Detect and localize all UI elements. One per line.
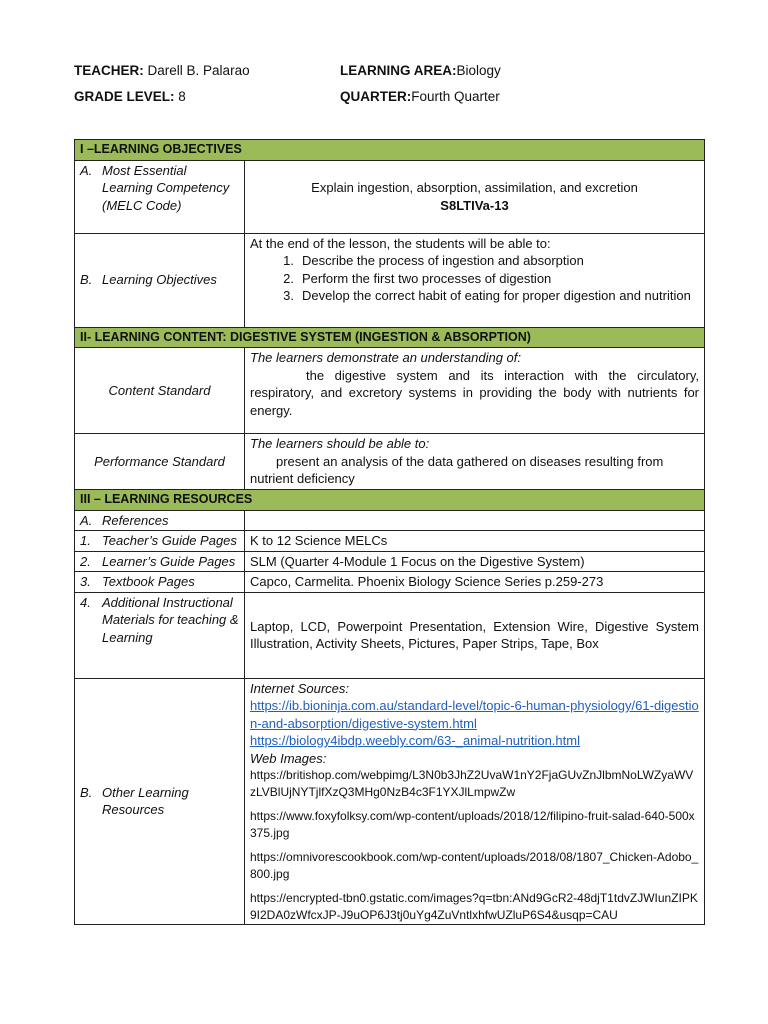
content-standard-row	[75, 348, 705, 434]
additional-materials-label: Additional Instructional Materials for teaching & Learning	[102, 594, 239, 645]
objectives-intro: At the end of the lesson, the students will be able to:	[250, 235, 551, 251]
learning-area-line: LEARNING AREA:Biology	[340, 63, 501, 78]
other-resources-row: B. Other Learning Resources Internet Sources: https://ib.bioninja.com.au/standard-level/topic-6-human-physiology/61-digestion-and-absorption/digestive-system.html https://biology4ibdp.weebly.com/63-_animal-nutrition.html Web Images: https://britishop.com/webpimg/L3N0b3JhZ2UvaW1nY2FjaGUvZnJlbmNoLWZyaWVzLVBlUjNYTjlfXzQ3MHg0NzB4c3F1YXJlLmpwZw https://www.foxyfolksy.com/wp-content/uploads/2018/12/filipino-fruit-salad-640-500x375.jpg https://omnivorescookbook.com/wp-content/uploads/2018/08/1807_Chicken-Adobo_800.jpg https://encrypted-tbn0.gstatic.com/images?q=tbn:ANd9GcR2-48djT1tdvZJWIunZIPK9I2DA0zWfcxJP-J9uOP6J3tj0uYg4ZuVntlxhfwUZluP6S4&usqp=CAU	[75, 678, 705, 925]
melc-label-cell: A. Most Essential Learning Competency (MELC Code)	[75, 160, 245, 233]
section-learning-resources: III – LEARNING RESOURCES	[75, 490, 705, 511]
learners-guide-row: 2. Learner’s Guide Pages SLM (Quarter 4-Module 1 Focus on the Digestive System)	[75, 551, 705, 572]
other-resources-value-cell	[245, 678, 705, 925]
internet-source-link[interactable]: https://biology4ibdp.weebly.com/63-_animal-nutrition.html	[250, 733, 580, 748]
teachers-guide-label: Teacher’s Guide Pages	[102, 533, 237, 548]
quarter-value: Fourth Quarter	[411, 89, 500, 104]
web-image-url: https://omnivorescookbook.com/wp-content/uploads/2018/08/1807_Chicken-Adobo_800.jpg	[250, 850, 699, 881]
melc-code: S8LTIVa-13	[440, 197, 509, 213]
performance-standard-label: Performance Standard	[75, 434, 245, 490]
section-learning-content: II- LEARNING CONTENT: DIGESTIVE SYSTEM (INGESTION & ABSORPTION)	[75, 327, 705, 348]
additional-materials-row: 4. Additional Instructional Materials for teaching & Learning Laptop, LCD, Powerpoint Presentation, Extension Wire, Digestive System Illustration, Activity Sheets, Pictures, Paper Strips, Tape, Box	[75, 592, 705, 678]
section-learning-objectives: I –LEARNING OBJECTIVES	[75, 140, 705, 161]
textbook-row: 3. Textbook Pages Capco, Carmelita. Phoenix Biology Science Series p.259-273	[75, 572, 705, 593]
web-image-url: https://britishop.com/webpimg/L3N0b3JhZ2UvaW1nY2FjaGUvZnJlbmNoLWZyaWVzLVBlUjNYTjlfXzQ3MHg0NzB4c3F1YXJlLmpwZw	[250, 768, 694, 799]
grade-level-value: 8	[178, 89, 186, 104]
references-label: References	[102, 512, 169, 528]
textbook-value: Capco, Carmelita. Phoenix Biology Science Series p.259-273	[245, 572, 705, 593]
performance-standard-value-cell	[245, 434, 705, 490]
objective-item: 2. Perform the first two processes of digestion	[283, 270, 552, 286]
textbook-label: Textbook Pages	[102, 574, 195, 589]
additional-materials-value: Laptop, LCD, Powerpoint Presentation, Extension Wire, Digestive System Illustration, Activity Sheets, Pictures, Paper Strips, Tape, Box	[245, 592, 705, 678]
objectives-label: Learning Objectives	[102, 272, 217, 288]
objectives-value-cell	[245, 233, 705, 327]
teachers-guide-value: K to 12 Science MELCs	[245, 531, 705, 552]
quarter-line: QUARTER:Fourth Quarter	[340, 89, 500, 104]
content-standard-label: Content Standard	[75, 348, 245, 434]
other-resources-label: Other Learning Resources	[102, 784, 189, 818]
melc-text: Explain ingestion, absorption, assimilation, and excretion	[311, 180, 638, 195]
performance-standard-intro: The learners should be able to:	[250, 436, 430, 451]
melc-row	[75, 160, 705, 233]
learning-area-value: Biology	[456, 63, 501, 78]
quarter-label: QUARTER	[340, 89, 407, 104]
performance-standard-row	[75, 434, 705, 490]
melc-label: Most Essential Learning Competency (MELC Code)	[102, 162, 230, 213]
content-standard-value-cell	[245, 348, 705, 434]
internet-source-link[interactable]: https://ib.bioninja.com.au/standard-level/topic-6-human-physiology/61-digestion-and-absorption/digestive-system.html	[250, 698, 699, 731]
content-standard-intro: The learners demonstrate an understanding of:	[250, 350, 522, 365]
learners-guide-label: Learner’s Guide Pages	[102, 553, 236, 569]
objective-item: 3. Develop the correct habit of eating for proper digestion and nutrition	[283, 288, 691, 303]
melc-value-cell	[245, 160, 705, 233]
teacher-line: TEACHER: Darell B. Palarao	[74, 63, 250, 78]
grade-level-line: GRADE LEVEL: 8	[74, 89, 186, 104]
references-value	[245, 510, 705, 531]
content-standard-text: the digestive system and its interaction with the circulatory, respiratory, and excretory systems in providing the body with nutrients for energy.	[250, 367, 699, 418]
learning-area-label: LEARNING AREA	[340, 63, 453, 78]
performance-standard-text: present an analysis of the data gathered on diseases resulting from nutrient deficiency	[250, 453, 664, 486]
objectives-row	[75, 233, 705, 327]
teachers-guide-row: 1. Teacher’s Guide Pages K to 12 Science MELCs	[75, 531, 705, 552]
web-images-label: Web Images:	[250, 750, 327, 766]
teacher-label: TEACHER	[74, 63, 140, 78]
learners-guide-value: SLM (Quarter 4-Module 1 Focus on the Digestive System)	[245, 551, 705, 572]
references-row: A. References	[75, 510, 705, 531]
internet-sources-label: Internet Sources:	[250, 680, 349, 696]
web-image-url: https://www.foxyfolksy.com/wp-content/uploads/2018/12/filipino-fruit-salad-640-500x375.jpg	[250, 809, 695, 840]
objective-item: 1. Describe the process of ingestion and absorption	[283, 253, 584, 268]
lesson-plan-table	[74, 139, 705, 925]
grade-level-label: GRADE LEVEL	[74, 89, 171, 104]
objectives-label-cell: B. Learning Objectives	[75, 233, 245, 327]
teacher-name: Darell B. Palarao	[147, 63, 250, 78]
web-image-url: https://encrypted-tbn0.gstatic.com/images?q=tbn:ANd9GcR2-48djT1tdvZJWIunZIPK9I2DA0zWfcxJP-J9uOP6J3tj0uYg4ZuVntlxhfwUZluP6S4&usqp=CAU	[250, 891, 698, 922]
